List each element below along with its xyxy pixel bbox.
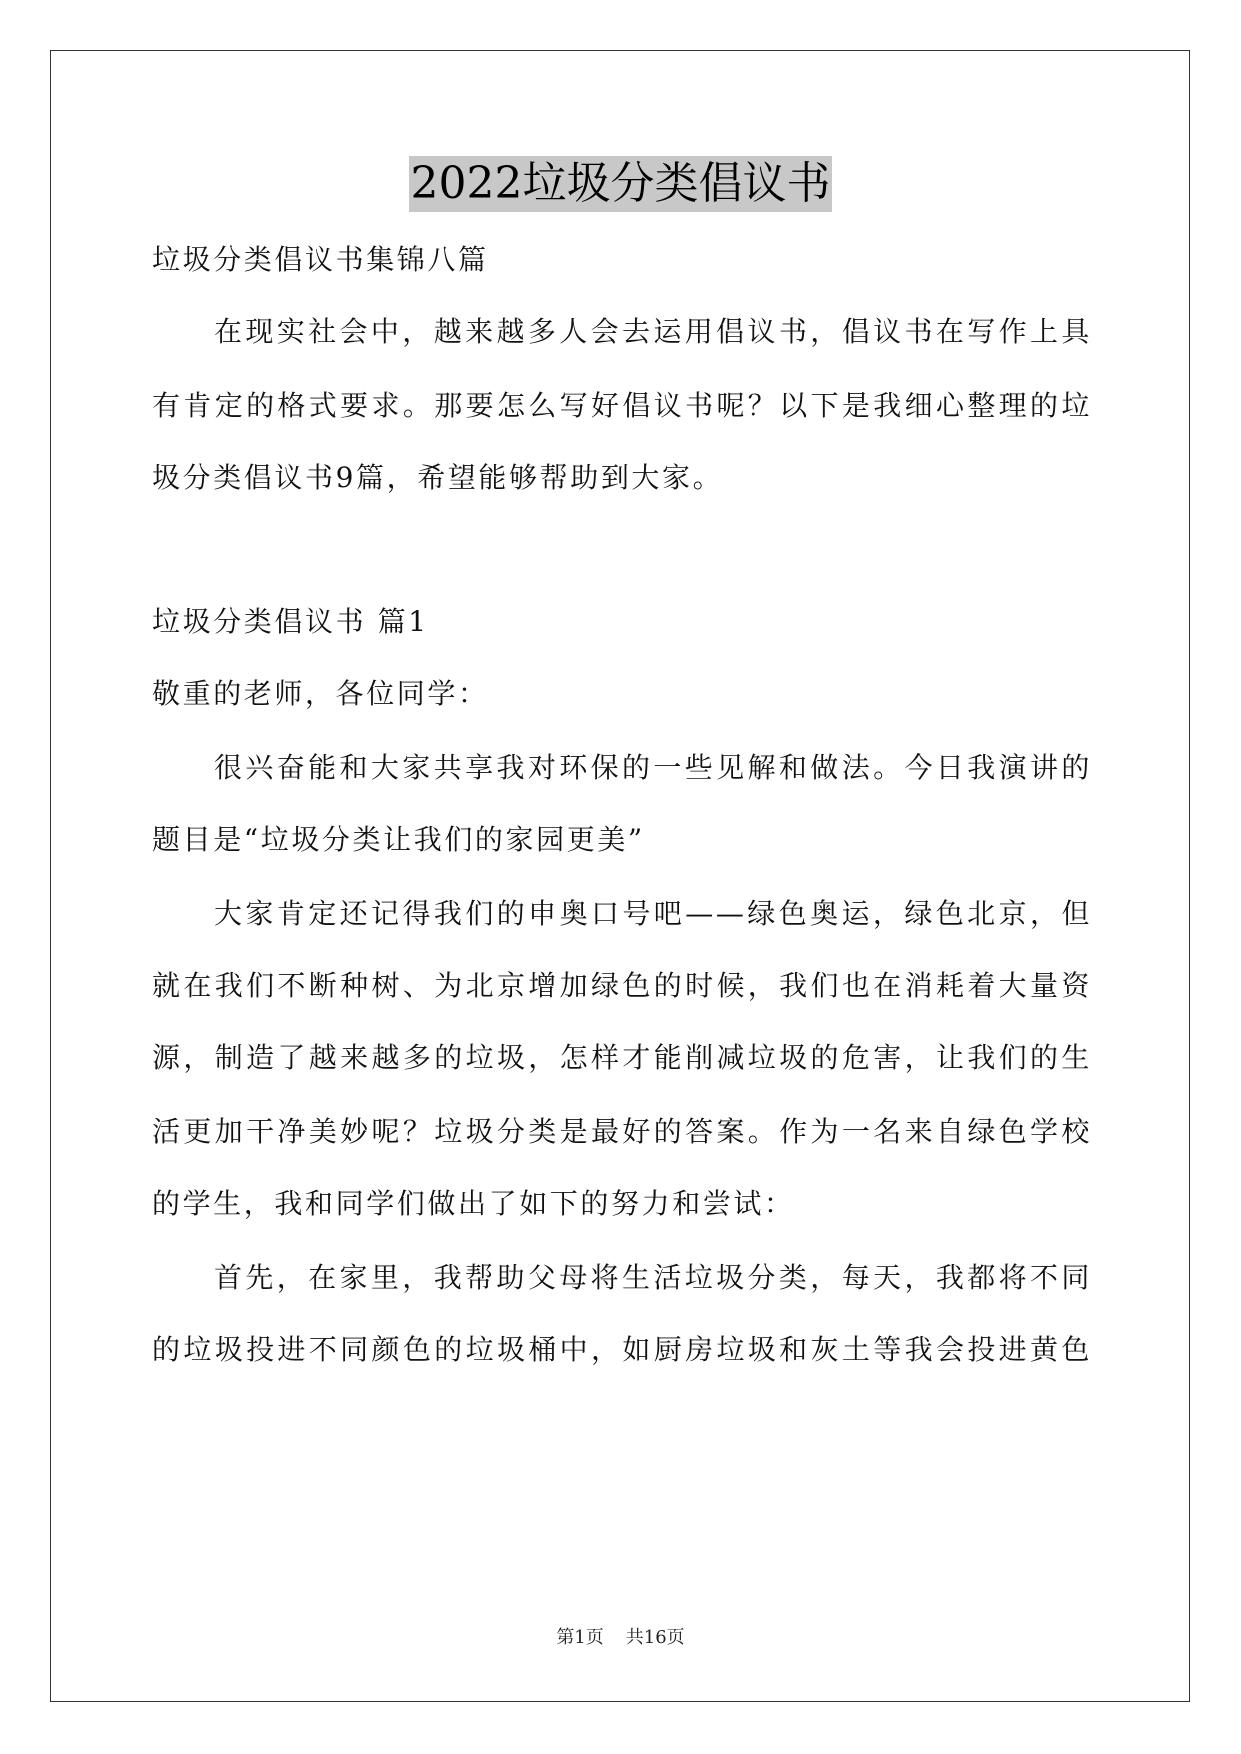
page-footer	[0, 1626, 1241, 1650]
document-title: 2022垃圾分类倡议书	[409, 156, 833, 212]
paragraph-line: 在现实社会中，越来越多人会去运用倡议书，倡议书在写作上具	[214, 315, 1092, 348]
paragraph-line: 的垃圾投进不同颜色的垃圾桶中，如厨房垃圾和灰土等我会投进黄色	[152, 1333, 1092, 1366]
paragraph-line: 圾分类倡议书9篇，希望能够帮助到大家。	[152, 461, 724, 494]
paragraph-line: 有肯定的格式要求。那要怎么写好倡议书呢？以下是我细心整理的垃	[152, 389, 1092, 422]
paragraph-line: 很兴奋能和大家共享我对环保的一些见解和做法。今日我演讲的	[214, 751, 1092, 784]
subtitle-line: 垃圾分类倡议书集锦八篇	[152, 243, 489, 276]
section-heading: 垃圾分类倡议书 篇1	[152, 605, 429, 638]
title-container	[0, 156, 1241, 212]
paragraph-line: 首先，在家里，我帮助父母将生活垃圾分类，每天，我都将不同	[214, 1261, 1092, 1294]
page-border	[50, 50, 1190, 1702]
paragraph-line: 活更加干净美妙呢？垃圾分类是最好的答案。作为一名来自绿色学校	[152, 1115, 1092, 1148]
salutation-line: 敬重的老师，各位同学：	[152, 677, 489, 710]
paragraph-line: 题目是“垃圾分类让我们的家园更美”	[152, 823, 645, 856]
paragraph-line: 大家肯定还记得我们的申奥口号吧——绿色奥运，绿色北京，但	[214, 897, 1092, 930]
page-number: 第1页	[556, 1627, 604, 1648]
page-total: 共16页	[625, 1627, 685, 1648]
paragraph-line: 就在我们不断种树、为北京增加绿色的时候，我们也在消耗着大量资	[152, 969, 1092, 1002]
paragraph-line: 源，制造了越来越多的垃圾，怎样才能削减垃圾的危害，让我们的生	[152, 1041, 1092, 1074]
paragraph-line: 的学生，我和同学们做出了如下的努力和尝试：	[152, 1187, 795, 1220]
